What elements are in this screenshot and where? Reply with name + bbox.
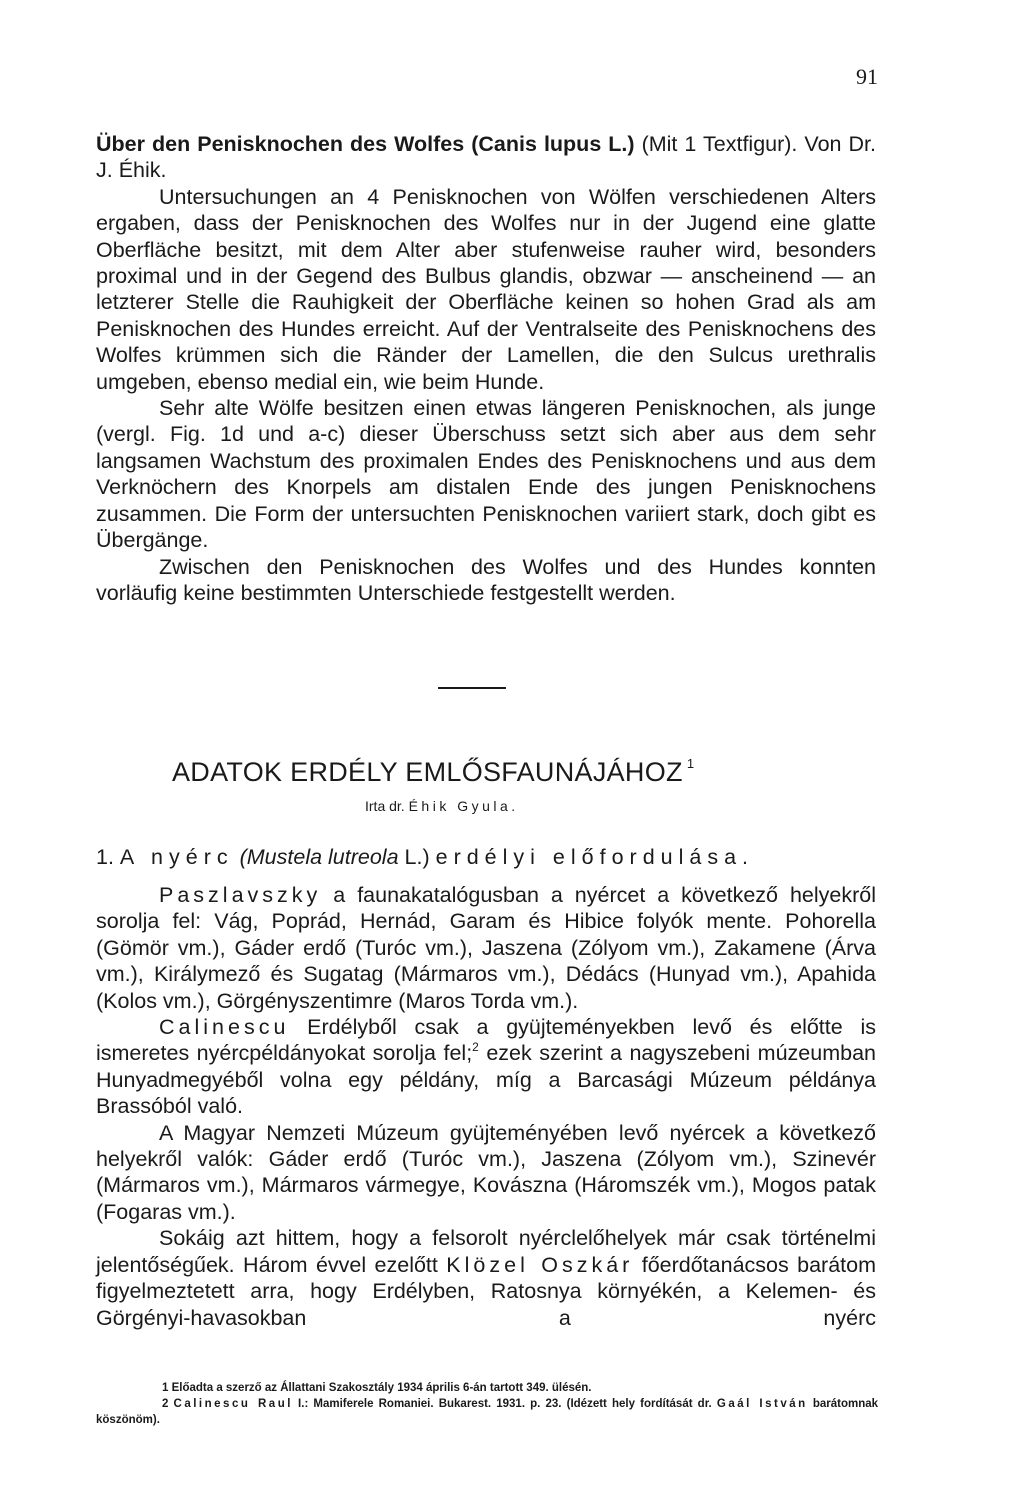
article-title-text: ADATOK ERDÉLY EMLŐSFAUNÁJÁHOZ bbox=[172, 757, 683, 787]
author-name: Paszlavszky bbox=[159, 883, 322, 907]
byline-author: Éhik Gyula. bbox=[408, 798, 519, 814]
article-german-summary bbox=[96, 131, 876, 606]
page-number: 91 bbox=[856, 64, 878, 89]
footnote-text: I.: Mamiferele Romaniei. Bukarest. 1931. p. 23. (Idézett hely fordítását dr. bbox=[292, 1398, 717, 1410]
article-title bbox=[172, 756, 812, 788]
footnote-name: Gaál István bbox=[716, 1398, 808, 1410]
paragraph bbox=[96, 882, 876, 1014]
paragraph: Zwischen den Penisknochen des Wolfes und des Hundes konnten vorläufig keine bestimmten Unterschiede festgestellt werden. bbox=[96, 554, 876, 605]
paragraph-text: Erdélyből csak a gyüjteményekben levő és előtte is ismeretes nyércpéldányokat sorolja fel; bbox=[96, 1015, 876, 1066]
byline bbox=[365, 798, 519, 814]
paragraph-text: a faunakatalógusban a nyércet a következő helyekről sorolja fel: Vág, Poprád, Hernád, Garam és Hibice folyók mente. Pohorella (Gömör vm.), Gáder erdő (Turóc vm.), Jaszena (Zólyom vm.), Zakamene (Árva vm.), Királymező és Sugatag (Mármaros vm.), Dédács (Hunyad vm.), Apahida (Kolos vm.), Görgényszentimre (Maros Torda vm.). bbox=[96, 883, 876, 1013]
section-divider bbox=[438, 687, 506, 689]
article-body bbox=[96, 882, 876, 1331]
section-heading bbox=[96, 845, 876, 870]
article-heading bbox=[96, 131, 876, 184]
paragraph-text: Sokáig azt hittem, hogy a felsorolt nyérclelőhelyek már csak történelmi jelentőségűek. Három évvel ezelőtt bbox=[96, 1226, 876, 1277]
footnote-text: 2 bbox=[162, 1398, 174, 1410]
paragraph: A Magyar Nemzeti Múzeum gyüjteményében levő nyércek a következő helyekről valók: Gáder erdő (Turóc vm.), Jaszena (Zólyom vm.), Szinevér (Mármaros vm.), Mármaros vármegye, Kovászna (Háromszék vm.), Mogos patak (Fogaras vm.). bbox=[96, 1120, 876, 1224]
footnote-ref: 2 bbox=[472, 1040, 479, 1055]
footnote-text: barátomnak köszönöm). bbox=[96, 1398, 879, 1426]
footnote: 1 Előadta a szerző az Állattani Szakosztály 1934 április 6-án tartott 349. ülésén. bbox=[162, 1382, 592, 1394]
footnotes bbox=[96, 1380, 878, 1428]
section-tail: erdélyi előfordulása. bbox=[435, 845, 755, 869]
byline-prefix: Irta dr. bbox=[365, 798, 405, 814]
section-lead: A nyérc bbox=[119, 845, 234, 869]
section-latin: (Mustela lutreola bbox=[239, 845, 399, 869]
section-number: 1. bbox=[96, 845, 114, 869]
section-latin-end: L.) bbox=[404, 845, 430, 869]
footnote-ref: 1 bbox=[686, 756, 695, 771]
paragraph bbox=[96, 1225, 876, 1331]
article-heading-rest: (Mit 1 Textfigur). Von Dr. J. Éhik. bbox=[96, 132, 876, 183]
paragraph bbox=[96, 1014, 876, 1120]
paragraph-text: ezek szerint a nagyszebeni múzeumban Hunyadmegyéből volna egy példány, míg a Barcasági Múzeum példánya Brassóból való. bbox=[96, 1041, 876, 1119]
paragraph: Untersuchungen an 4 Penisknochen von Wölfen verschiedenen Alters ergaben, dass der Penisknochen des Wolfes nur in der Jugend eine glatte Oberfläche besitzt, mit dem Alter aber stufenweise rauher wird, besonders proximal und in der Gegend des Bulbus glandis, obzwar — anscheinend — an letzterer Stelle die Rauhigkeit der Oberfläche keinen so hohen Grad als am Penisknochen des Hundes erreicht. Auf der Ventralseite des Penisknochens des Wolfes krümmen sich die Ränder der Lamellen, die den Sulcus urethralis umgeben, ebenso medial ein, wie beim Hunde. bbox=[96, 184, 876, 394]
author-name: Calinescu bbox=[159, 1015, 290, 1040]
paragraph-text: főerdőtanácsos barátom figyelmeztetett arra, hogy Erdélyben, Ratosnya környékén, a Kelemen- és Görgényi-havasokban a nyérc bbox=[96, 1252, 876, 1330]
footnote bbox=[96, 1396, 878, 1428]
article-heading-title: Über den Penisknochen des Wolfes (Canis lupus L.) bbox=[96, 132, 635, 156]
paragraph: Sehr alte Wölfe besitzen einen etwas längeren Penisknochen, als junge (vergl. Fig. 1d und a-c) dieser Überschuss setzt sich aber aus dem sehr langsamen Wachstum des proximalen Endes des Penisknochens und aus dem Verknöchern des Knorpels am distalen Ende des jungen Penisknochens zusammen. Die Form der untersuchten Penisknochen variiert stark, doch gibt es Übergänge. bbox=[96, 396, 876, 553]
footnote-name: Calinescu Raul bbox=[173, 1398, 293, 1410]
person-name: Klözel Oszkár bbox=[446, 1252, 634, 1277]
